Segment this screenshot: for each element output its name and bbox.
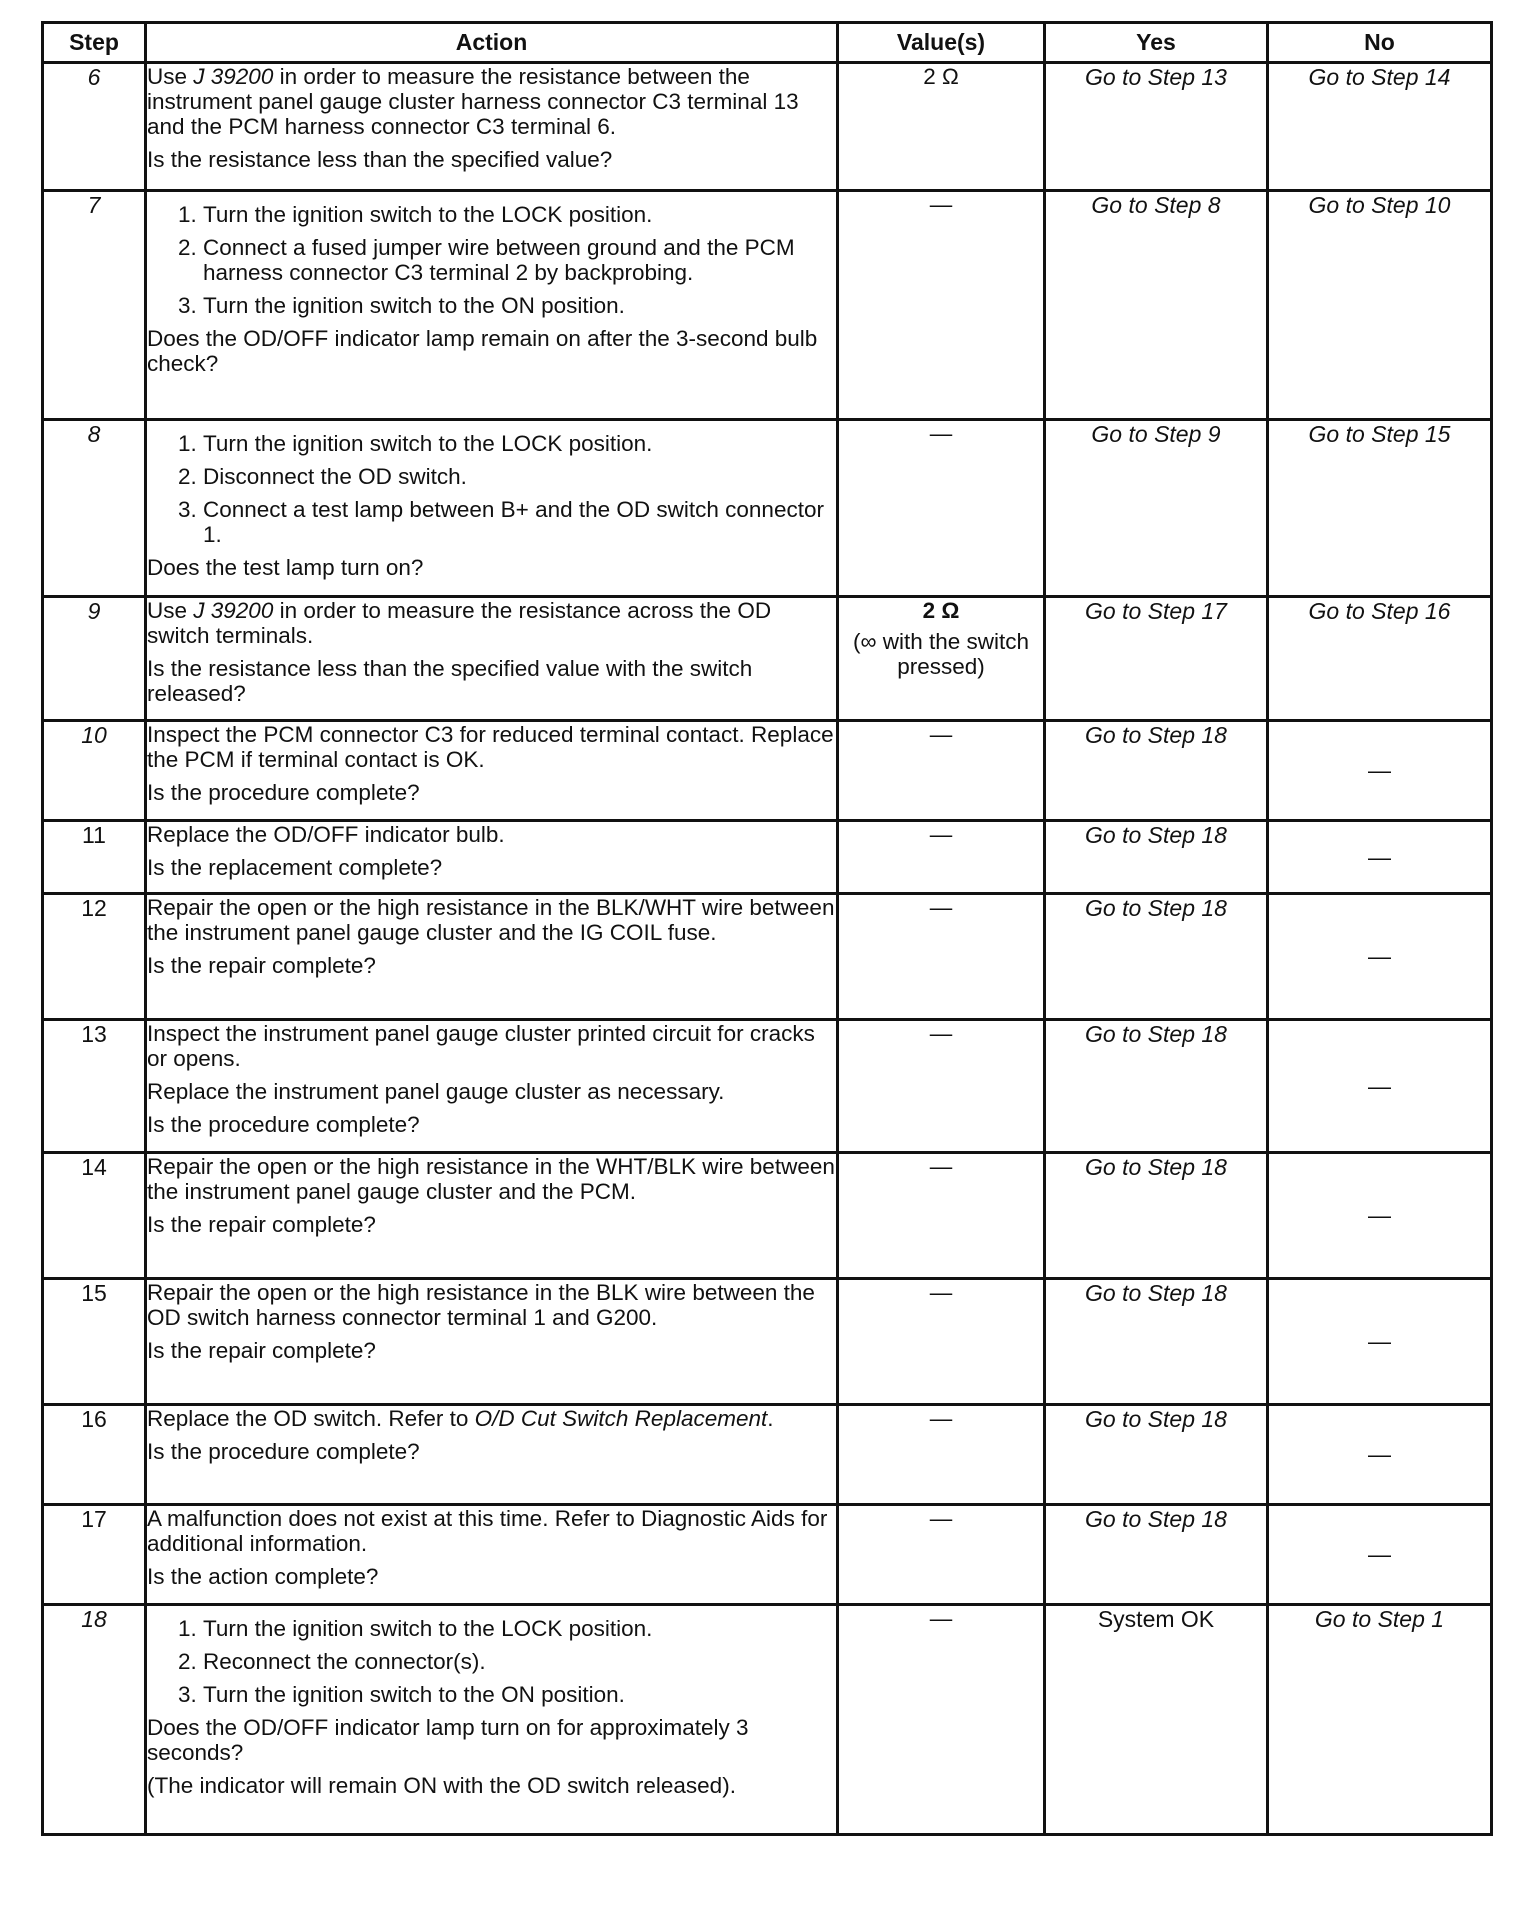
no-goto-link: Go to Step 1	[1314, 1606, 1445, 1632]
yes-cell	[1045, 597, 1268, 721]
step-number: 12	[43, 894, 146, 1020]
yes-goto-link: Go to Step 9	[1091, 421, 1221, 447]
action-question: Is the repair complete?	[147, 1212, 376, 1237]
step-number: 16	[43, 1405, 146, 1505]
yes-cell	[1045, 1153, 1268, 1279]
tool-reference: J 39200	[193, 598, 274, 623]
action-question: Does the test lamp turn on?	[147, 555, 424, 580]
value-cell: —	[838, 1153, 1045, 1279]
step-number: 9	[43, 597, 146, 721]
step-number: 11	[43, 821, 146, 894]
action-text: Repair the open or the high resistance in the WHT/BLK wire between the instrument panel gauge cluster and the PCM.	[147, 1154, 835, 1204]
action-question: Is the replacement complete?	[147, 855, 443, 880]
yes-goto-link: Go to Step 18	[1085, 1506, 1227, 1532]
step-number: 18	[43, 1605, 146, 1835]
action-text: Replace the OD/OFF indicator bulb.	[147, 822, 505, 847]
no-cell: —	[1268, 1153, 1492, 1279]
yes-goto-link: Go to Step 18	[1085, 895, 1227, 921]
value-note: (∞ with the switch pressed)	[852, 629, 1030, 679]
yes-cell	[1045, 894, 1268, 1020]
action-cell	[146, 1020, 838, 1153]
no-cell	[1268, 420, 1492, 597]
no-goto-link: Go to Step 16	[1308, 598, 1451, 624]
value-cell: —	[838, 821, 1045, 894]
action-cell	[146, 1405, 838, 1505]
action-text: Repair the open or the high resistance in the BLK wire between the OD switch harness connector terminal 1 and G200.	[147, 1280, 815, 1330]
step-number: 10	[43, 721, 146, 821]
yes-goto-link: Go to Step 18	[1085, 722, 1227, 748]
value-cell: —	[838, 1020, 1045, 1153]
list-item: 2. Connect a fused jumper wire between ground and the PCM harness connector C3 terminal 2 by backprobing.	[203, 235, 836, 285]
value-cell: 2 Ω	[838, 63, 1045, 191]
list-item: 2. Reconnect the connector(s).	[203, 1649, 836, 1674]
action-list	[147, 1616, 836, 1707]
no-goto-link: Go to Step 14	[1308, 64, 1451, 90]
diagnostic-table	[41, 21, 1493, 1836]
no-cell: —	[1268, 721, 1492, 821]
header-row	[43, 23, 1492, 63]
action-text: Repair the open or the high resistance in the BLK/WHT wire between the instrument panel gauge cluster and the IG COIL fuse.	[147, 895, 835, 945]
yes-goto-link: Go to Step 17	[1085, 598, 1227, 624]
table-row	[43, 1505, 1492, 1605]
no-cell: —	[1268, 1505, 1492, 1605]
value-cell	[838, 597, 1045, 721]
table-row	[43, 63, 1492, 191]
value-main: 2 Ω	[922, 598, 960, 623]
yes-cell	[1045, 1505, 1268, 1605]
tool-reference: J 39200	[193, 64, 274, 89]
action-question: Is the repair complete?	[147, 1338, 376, 1363]
value-cell: —	[838, 721, 1045, 821]
action-text: Use J 39200 in order to measure the resistance between the instrument panel gauge cluster harness connector C3 terminal 13 and the PCM harness connector C3 terminal 6.	[147, 64, 799, 139]
step-number: 13	[43, 1020, 146, 1153]
table-row	[43, 1605, 1492, 1835]
table-row	[43, 597, 1492, 721]
value-cell: —	[838, 1405, 1045, 1505]
yes-cell	[1045, 191, 1268, 420]
list-item: 1. Turn the ignition switch to the LOCK position.	[203, 202, 836, 227]
value-cell: —	[838, 1279, 1045, 1405]
list-item: 1. Turn the ignition switch to the LOCK position.	[203, 1616, 836, 1641]
action-cell	[146, 63, 838, 191]
table-row	[43, 420, 1492, 597]
yes-cell	[1045, 1020, 1268, 1153]
no-cell	[1268, 1605, 1492, 1835]
yes-cell	[1045, 1405, 1268, 1505]
action-cell	[146, 894, 838, 1020]
table-row	[43, 1405, 1492, 1505]
header-action: Action	[146, 23, 838, 63]
procedure-reference: O/D Cut Switch Replacement	[474, 1406, 768, 1431]
action-cell	[146, 191, 838, 420]
action-question: Is the repair complete?	[147, 953, 376, 978]
step-number: 6	[43, 63, 146, 191]
header-yes: Yes	[1045, 23, 1268, 63]
table-row	[43, 1153, 1492, 1279]
action-question: Is the procedure complete?	[147, 780, 420, 805]
action-cell	[146, 1605, 838, 1835]
value-cell: —	[838, 1605, 1045, 1835]
no-cell: —	[1268, 1279, 1492, 1405]
yes-cell	[1045, 1605, 1268, 1835]
list-item: 3. Connect a test lamp between B+ and the OD switch connector 1.	[203, 497, 836, 547]
no-cell: —	[1268, 1020, 1492, 1153]
action-text: Inspect the instrument panel gauge cluster printed circuit for cracks or opens.	[147, 1021, 815, 1071]
header-step: Step	[43, 23, 146, 63]
yes-cell	[1045, 721, 1268, 821]
no-cell: —	[1268, 821, 1492, 894]
action-note: (The indicator will remain ON with the OD switch released).	[147, 1773, 736, 1798]
action-cell	[146, 1505, 838, 1605]
header-values: Value(s)	[838, 23, 1045, 63]
step-number: 17	[43, 1505, 146, 1605]
no-goto-link: Go to Step 10	[1308, 192, 1451, 218]
action-question: Does the OD/OFF indicator lamp turn on for approximately 3 seconds?	[147, 1715, 749, 1765]
yes-goto-link: Go to Step 13	[1085, 64, 1227, 90]
value-cell: —	[838, 1505, 1045, 1605]
step-number: 15	[43, 1279, 146, 1405]
no-cell	[1268, 191, 1492, 420]
action-list	[147, 202, 836, 318]
yes-cell	[1045, 821, 1268, 894]
action-cell	[146, 597, 838, 721]
yes-cell	[1045, 1279, 1268, 1405]
table-row	[43, 894, 1492, 1020]
list-item: 2. Disconnect the OD switch.	[203, 464, 836, 489]
action-question: Does the OD/OFF indicator lamp remain on after the 3-second bulb check?	[147, 326, 818, 376]
table-row	[43, 821, 1492, 894]
step-number: 14	[43, 1153, 146, 1279]
yes-goto-link: Go to Step 8	[1091, 192, 1221, 218]
action-question: Is the procedure complete?	[147, 1439, 420, 1464]
action-cell	[146, 821, 838, 894]
list-item: 3. Turn the ignition switch to the ON position.	[203, 293, 836, 318]
action-text: Replace the OD switch. Refer to O/D Cut Switch Replacement.	[147, 1406, 774, 1431]
no-cell	[1268, 597, 1492, 721]
value-cell: —	[838, 894, 1045, 1020]
action-text: Inspect the PCM connector C3 for reduced terminal contact. Replace the PCM if terminal contact is OK.	[147, 722, 834, 772]
table-row	[43, 721, 1492, 821]
action-list	[147, 431, 836, 547]
list-item: 1. Turn the ignition switch to the LOCK position.	[203, 431, 836, 456]
table-row	[43, 1279, 1492, 1405]
action-text-2: Replace the instrument panel gauge cluster as necessary.	[147, 1079, 725, 1104]
action-question: Is the resistance less than the specified value?	[147, 147, 613, 172]
value-cell: —	[838, 191, 1045, 420]
action-cell	[146, 420, 838, 597]
yes-result: System OK	[1097, 1606, 1215, 1632]
table-row	[43, 191, 1492, 420]
header-no: No	[1268, 23, 1492, 63]
action-text: Use J 39200 in order to measure the resistance across the OD switch terminals.	[147, 598, 772, 648]
action-question: Is the action complete?	[147, 1564, 379, 1589]
yes-cell	[1045, 63, 1268, 191]
yes-cell	[1045, 420, 1268, 597]
yes-goto-link: Go to Step 18	[1085, 822, 1227, 848]
action-question: Is the procedure complete?	[147, 1112, 420, 1137]
value-cell: —	[838, 420, 1045, 597]
action-text: A malfunction does not exist at this time. Refer to Diagnostic Aids for additional information.	[147, 1506, 828, 1556]
table-row	[43, 1020, 1492, 1153]
step-number: 7	[43, 191, 146, 420]
action-question: Is the resistance less than the specified value with the switch released?	[147, 656, 753, 706]
no-cell	[1268, 63, 1492, 191]
action-cell	[146, 721, 838, 821]
no-goto-link: Go to Step 15	[1308, 421, 1451, 447]
action-cell	[146, 1153, 838, 1279]
yes-goto-link: Go to Step 18	[1085, 1021, 1227, 1047]
no-cell: —	[1268, 894, 1492, 1020]
action-cell	[146, 1279, 838, 1405]
no-cell: —	[1268, 1405, 1492, 1505]
yes-goto-link: Go to Step 18	[1085, 1154, 1227, 1180]
step-number: 8	[43, 420, 146, 597]
yes-goto-link: Go to Step 18	[1085, 1406, 1227, 1432]
list-item: 3. Turn the ignition switch to the ON position.	[203, 1682, 836, 1707]
yes-goto-link: Go to Step 18	[1085, 1280, 1227, 1306]
